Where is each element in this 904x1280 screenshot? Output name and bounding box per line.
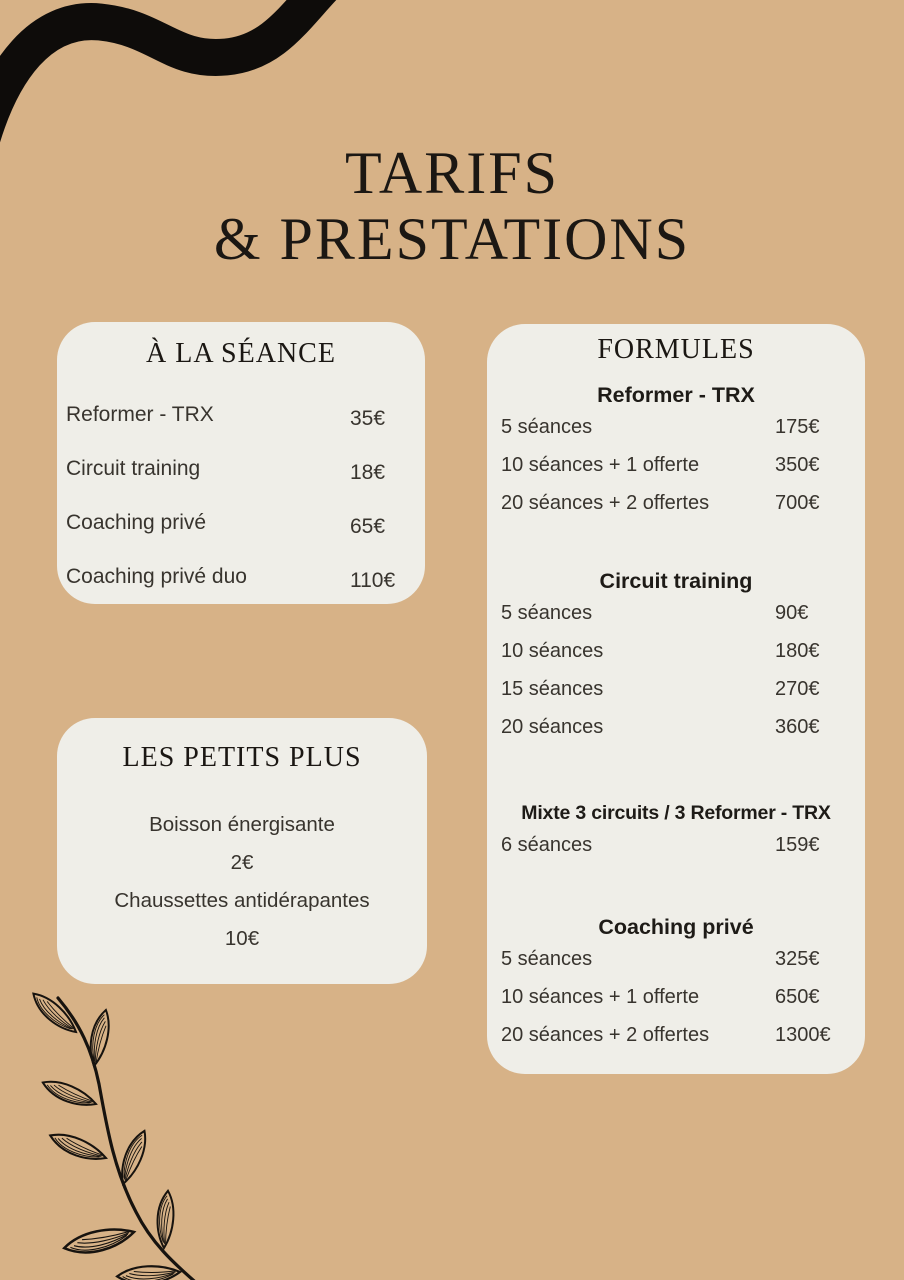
- extra-label: Boisson énergisante: [149, 813, 335, 836]
- seance-price-list: [57, 388, 425, 604]
- card-a-la-seance: [57, 322, 425, 604]
- price-row: [57, 442, 425, 496]
- petits-plus-list: [57, 806, 427, 958]
- price-row: [487, 632, 865, 670]
- service-price: 35€: [350, 407, 386, 430]
- formule-price: 180€: [775, 639, 820, 662]
- price-row: [487, 1016, 865, 1054]
- formule-label: 5 séances: [501, 947, 593, 970]
- extra-price: 2€: [230, 851, 254, 874]
- price-row: [487, 670, 865, 708]
- page-title: [0, 140, 904, 272]
- price-row: [57, 550, 425, 604]
- price-row: [487, 408, 865, 446]
- price-row: [487, 594, 865, 632]
- section-name: Reformer - TRX: [597, 383, 755, 407]
- service-price: 18€: [350, 461, 386, 484]
- service-label: Coaching privé duo: [66, 565, 247, 588]
- price-row: [57, 388, 425, 442]
- card-petits-title: LES PETITS PLUS: [122, 742, 362, 773]
- card-seance-title: À LA SÉANCE: [146, 338, 336, 369]
- formule-label: 5 séances: [501, 601, 593, 624]
- price-row: [487, 446, 865, 484]
- formule-section-reformer-trx: [487, 382, 865, 522]
- wave-swoosh-icon: [0, 0, 370, 160]
- formule-price: 1300€: [775, 1023, 831, 1046]
- formule-label: 10 séances: [501, 639, 604, 662]
- formule-label: 5 séances: [501, 415, 593, 438]
- formule-label: 20 séances + 2 offertes: [501, 491, 710, 514]
- card-formules: [487, 324, 865, 1074]
- formule-price: 650€: [775, 985, 820, 1008]
- service-label: Circuit training: [66, 457, 201, 480]
- formule-price: 350€: [775, 453, 820, 476]
- price-row: [57, 496, 425, 550]
- price-row: [487, 978, 865, 1016]
- extra-label: Chaussettes antidérapantes: [114, 889, 370, 912]
- page-title-line1: TARIFS: [345, 140, 559, 206]
- card-les-petits-plus: [57, 718, 427, 984]
- formule-price: 159€: [775, 833, 820, 856]
- service-price: 65€: [350, 515, 386, 538]
- formule-section-coaching-prive: [487, 914, 865, 1054]
- formule-price: 325€: [775, 947, 820, 970]
- price-row: [487, 826, 865, 864]
- section-name: Mixte 3 circuits / 3 Reformer - TRX: [521, 802, 831, 824]
- formule-label: 20 séances + 2 offertes: [501, 1023, 710, 1046]
- formule-price: 700€: [775, 491, 820, 514]
- service-label: Coaching privé: [66, 511, 207, 534]
- formule-price: 270€: [775, 677, 820, 700]
- card-formules-title: FORMULES: [597, 334, 755, 365]
- formule-label: 10 séances + 1 offerte: [501, 985, 700, 1008]
- formule-label: 10 séances + 1 offerte: [501, 453, 700, 476]
- formule-label: 20 séances: [501, 715, 604, 738]
- formule-price: 360€: [775, 715, 820, 738]
- section-name: Coaching privé: [598, 915, 754, 939]
- service-label: Reformer - TRX: [66, 403, 214, 426]
- section-name: Circuit training: [599, 569, 753, 593]
- formule-section-mixte: [487, 800, 865, 864]
- price-row: [487, 940, 865, 978]
- formule-price: 90€: [775, 601, 809, 624]
- formule-section-circuit-training: [487, 568, 865, 746]
- service-price: 110€: [350, 569, 396, 592]
- leaf-branch-icon: [6, 956, 226, 1280]
- formule-label: 15 séances: [501, 677, 604, 700]
- price-row: [487, 484, 865, 522]
- formule-price: 175€: [775, 415, 820, 438]
- page-title-line2: & PRESTATIONS: [213, 206, 691, 272]
- extra-price: 10€: [224, 927, 260, 950]
- price-row: [487, 708, 865, 746]
- formule-label: 6 séances: [501, 833, 593, 856]
